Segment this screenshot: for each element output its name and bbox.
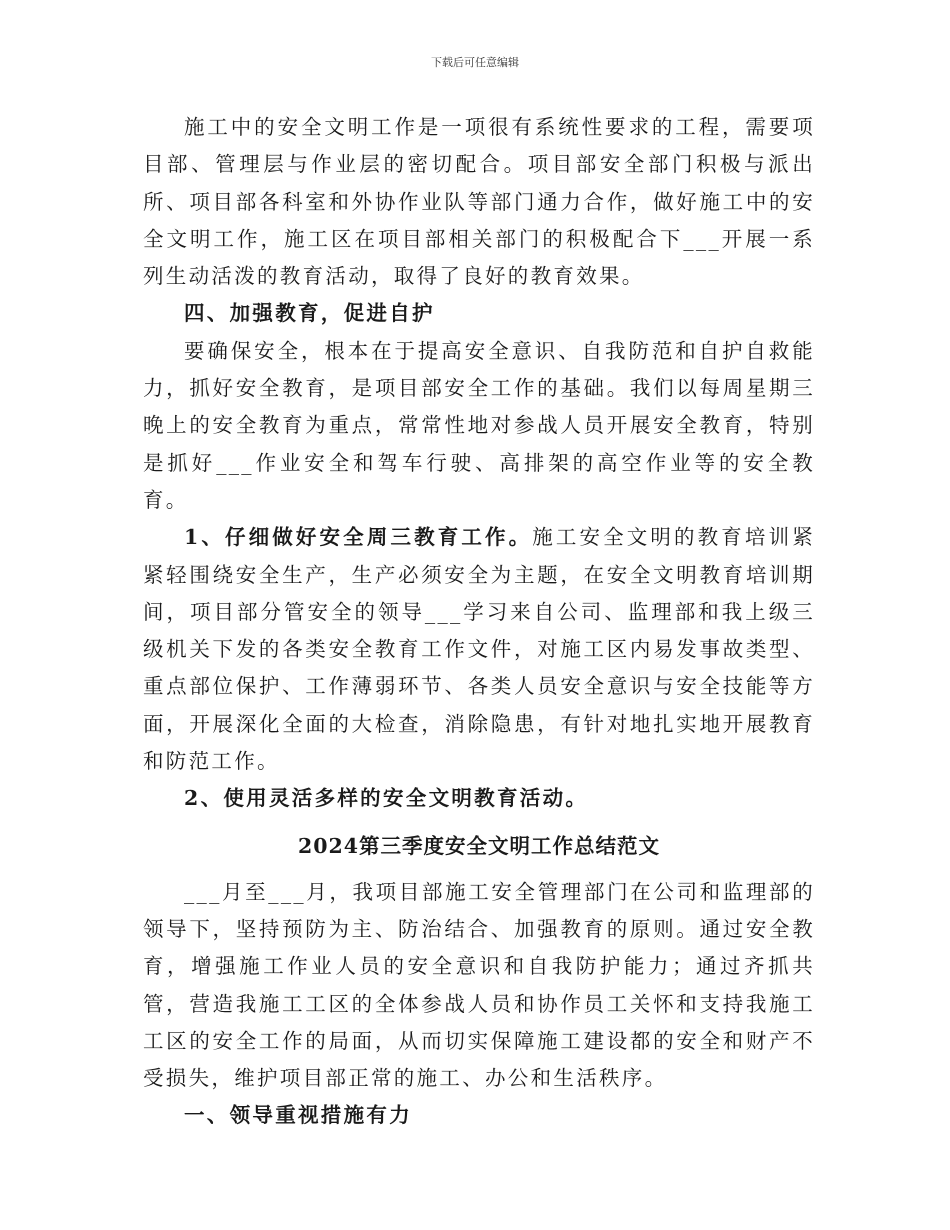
paragraph-safety-education: 要确保安全，根本在于提高安全意识、自我防范和自护自救能力，抓好安全教育，是项目部安全工作的基础。我们以每周星期三晚上的安全教育为重点，常常性地对参战人员开展安全教育，特别是抓好___作业安全和驾车行驶、高排架的高空作业等的安全教育。: [143, 338, 815, 512]
page-header-note: 下载后可任意编辑: [431, 56, 519, 69]
subheading-wednesday-education: 1、仔细做好安全周三教育工作。: [184, 525, 533, 550]
paragraph-wednesday-body: 施工安全文明的教育培训紧紧轻围绕安全生产，生产必须安全为主题，在安全文明教育培训期间，项目部分管安全的领导___学习来自公司、监理部和我上级三级机关下发的各类安全教育工作文件，对施工区内易发事故类型、重点部位保护、工作薄弱环节、各类人员安全意识与安全技能等方面，开展深化全面的大检查，消除隐患，有针对地扎实地开展教育和防范工作。: [143, 525, 815, 774]
paragraph-wednesday-education: [143, 519, 815, 780]
document-body: [143, 109, 815, 1135]
document-title: 2024第三季度安全文明工作总结范文: [297, 833, 661, 858]
paragraph-summary-intro: ___月至___月，我项目部施工安全管理部门在公司和监理部的领导下，坚持预防为主、防治结合、加强教育的原则。通过安全教育，增强施工作业人员的安全意识和自我防护能力；通过齐抓共管，营造我施工工区的全体参战人员和协作员工关怀和支持我施工工区的安全工作的局面，从而切实保障施工建设都的安全和财产不受损失，维护项目部正常的施工、办公和生活秩序。: [143, 879, 815, 1091]
section-heading-education: 四、加强教育，促进自护: [184, 301, 435, 326]
paragraph-cooperation: 施工中的安全文明工作是一项很有系统性要求的工程，需要项目部、管理层与作业层的密切配合。项目部安全部门积极与派出所、项目部各科室和外协作业队等部门通力合作，做好施工中的安全文明工作，施工区在项目部相关部门的积极配合下___开展一系列生动活泼的教育活动，取得了良好的教育效果。: [143, 115, 815, 289]
section-heading-leadership: 一、领导重视措施有力: [184, 1103, 412, 1128]
subheading-diverse-activities: 2、使用灵活多样的安全文明教育活动。: [184, 786, 589, 811]
